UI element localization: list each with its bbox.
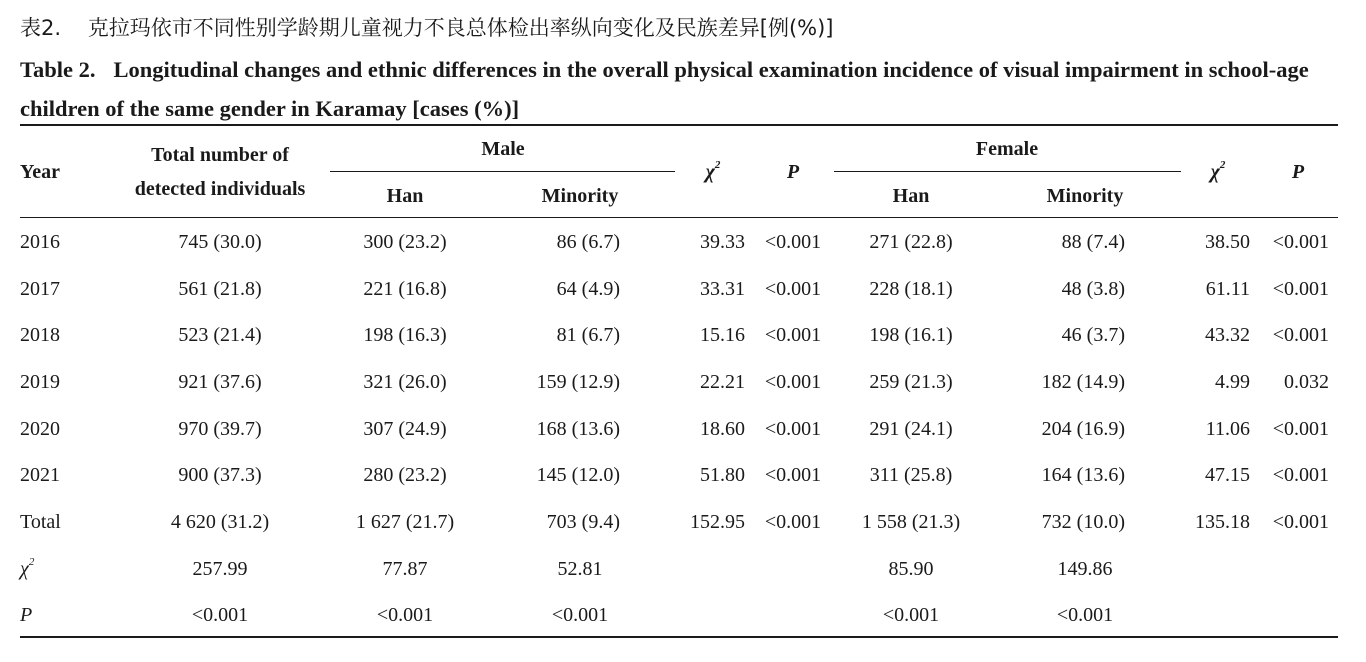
table-cell-female-han: 259 (21.3) <box>869 371 953 393</box>
table-cell-female-han: 198 (16.1) <box>869 324 953 346</box>
chi-row-total: 257.99 <box>192 558 248 580</box>
table-cell-male-chi: 22.21 <box>700 371 745 393</box>
table-cell-female-han: 311 (25.8) <box>869 464 953 486</box>
table-cell-male-minority: 86 (6.7) <box>556 231 620 253</box>
table-cell-female-han: 228 (18.1) <box>869 278 953 300</box>
table-cell-total: 745 (30.0) <box>178 231 262 253</box>
table-cell-female-han: 1 558 (21.3) <box>861 511 961 533</box>
chi-symbol: χ <box>705 161 715 183</box>
chi-symbol: χ <box>1210 161 1220 183</box>
table-cell-total: 523 (21.4) <box>178 324 262 346</box>
table-cell-female-han: 271 (22.8) <box>869 231 953 253</box>
p-row-female-minority: <0.001 <box>1056 604 1114 626</box>
table-row-year: Total <box>20 511 61 533</box>
table-cell-total: 900 (37.3) <box>178 464 262 486</box>
table-cell-total: 970 (39.7) <box>178 418 262 440</box>
table-cell-female-minority: 48 (3.8) <box>1061 278 1125 300</box>
table-cell-male-p: <0.001 <box>764 464 822 486</box>
caption-chinese-title: 克拉玛依市不同性别学龄期儿童视力不良总体检出率纵向变化及民族差异[例(%)] <box>87 16 834 40</box>
table-cell-male-han: 198 (16.3) <box>363 324 447 346</box>
table-row-year: 2019 <box>20 371 60 393</box>
p-row-male-han: <0.001 <box>376 604 434 626</box>
table-cell-female-p: <0.001 <box>1272 324 1329 346</box>
table-row-year: 2017 <box>20 278 60 300</box>
table-cell-female-minority: 204 (16.9) <box>1041 418 1125 440</box>
header-female-minority: Minority <box>1046 185 1124 207</box>
header-female-chi-square <box>1211 160 1226 184</box>
chi-superscript: 2 <box>714 159 721 172</box>
table-cell-female-p: 0.032 <box>1284 371 1329 393</box>
chi-row-male-minority: 52.81 <box>557 558 603 580</box>
table-cell-female-chi: 61.11 <box>1205 278 1250 300</box>
header-total-line1: Total number of <box>151 144 289 166</box>
header-total-line2: detected individuals <box>134 178 306 200</box>
table-cell-male-chi: 51.80 <box>700 464 745 486</box>
table-cell-male-han: 280 (23.2) <box>363 464 447 486</box>
row-label-chi-square <box>20 557 34 581</box>
table-row-year: 2020 <box>20 418 60 440</box>
table-cell-male-minority: 703 (9.4) <box>546 511 620 533</box>
table-cell-male-han: 221 (16.8) <box>363 278 447 300</box>
p-row-male-minority: <0.001 <box>551 604 609 626</box>
table-cell-female-han: 291 (24.1) <box>869 418 953 440</box>
table-cell-female-p: <0.001 <box>1272 511 1329 533</box>
table-bottom-rule <box>20 636 1338 638</box>
table-header-rule <box>20 217 1338 218</box>
table-cell-female-chi: 4.99 <box>1215 371 1250 393</box>
table-cell-female-chi: 43.32 <box>1205 324 1250 346</box>
table-cell-male-p: <0.001 <box>764 278 822 300</box>
table-cell-female-chi: 135.18 <box>1195 511 1250 533</box>
table-top-rule <box>20 124 1338 126</box>
table-cell-male-chi: 15.16 <box>700 324 745 346</box>
table-cell-male-p: <0.001 <box>764 324 822 346</box>
table-cell-female-chi: 11.06 <box>1205 418 1250 440</box>
table-cell-male-minority: 159 (12.9) <box>536 371 620 393</box>
table-cell-female-minority: 164 (13.6) <box>1041 464 1125 486</box>
table-cell-male-han: 1 627 (21.7) <box>355 511 455 533</box>
header-male-chi-square <box>706 160 721 184</box>
header-female-han: Han <box>892 185 930 207</box>
male-group-rule <box>330 171 675 172</box>
caption-chinese <box>20 12 833 42</box>
table-cell-total: 4 620 (31.2) <box>170 511 270 533</box>
table-cell-male-minority: 64 (4.9) <box>556 278 620 300</box>
chi-row-female-minority: 149.86 <box>1057 558 1113 580</box>
table-cell-male-chi: 39.33 <box>700 231 745 253</box>
p-row-female-han: <0.001 <box>882 604 940 626</box>
female-group-rule <box>834 171 1181 172</box>
header-male: Male <box>481 138 525 160</box>
table-cell-male-han: 300 (23.2) <box>363 231 447 253</box>
chi-row-male-han: 77.87 <box>382 558 428 580</box>
chi-superscript: 2 <box>28 556 35 569</box>
table-cell-female-minority: 46 (3.7) <box>1061 324 1125 346</box>
table-cell-male-minority: 145 (12.0) <box>536 464 620 486</box>
table-cell-male-han: 321 (26.0) <box>363 371 447 393</box>
table-cell-male-han: 307 (24.9) <box>363 418 447 440</box>
p-row-total: <0.001 <box>191 604 249 626</box>
table-cell-male-p: <0.001 <box>764 511 822 533</box>
table-cell-male-chi: 152.95 <box>690 511 745 533</box>
table-cell-total: 561 (21.8) <box>178 278 262 300</box>
table-cell-male-p: <0.001 <box>764 371 822 393</box>
chi-symbol: χ <box>20 558 29 580</box>
header-female-p: P <box>1291 161 1305 183</box>
header-male-p: P <box>786 161 800 183</box>
table-cell-male-chi: 18.60 <box>700 418 745 440</box>
table-cell-male-minority: 81 (6.7) <box>556 324 620 346</box>
chi-row-female-han: 85.90 <box>888 558 934 580</box>
header-year: Year <box>20 161 60 183</box>
table-cell-male-p: <0.001 <box>764 231 822 253</box>
table-cell-female-chi: 38.50 <box>1205 231 1250 253</box>
row-label-p: P <box>20 604 33 626</box>
table-row-year: 2016 <box>20 231 60 253</box>
table-cell-male-p: <0.001 <box>764 418 822 440</box>
caption-english <box>20 50 1350 128</box>
table-cell-female-chi: 47.15 <box>1205 464 1250 486</box>
table-row-year: 2021 <box>20 464 60 486</box>
header-male-han: Han <box>386 185 424 207</box>
chi-superscript: 2 <box>1219 159 1226 172</box>
header-male-minority: Minority <box>541 185 619 207</box>
table-cell-total: 921 (37.6) <box>178 371 262 393</box>
table-cell-female-p: <0.001 <box>1272 278 1329 300</box>
table-cell-female-p: <0.001 <box>1272 418 1329 440</box>
caption-english-label: Table 2. <box>20 57 96 82</box>
table-cell-female-minority: 88 (7.4) <box>1061 231 1125 253</box>
table-row-year: 2018 <box>20 324 60 346</box>
header-female: Female <box>975 138 1039 160</box>
caption-chinese-label: 表2. <box>20 16 62 40</box>
caption-english-title: Longitudinal changes and ethnic differences in the overall physical examination incidence of visual impairment in school-age children of the same gender in Karamay [cases (%)] <box>20 57 1309 121</box>
table-cell-female-minority: 182 (14.9) <box>1041 371 1125 393</box>
table-cell-female-p: <0.001 <box>1272 464 1329 486</box>
table-cell-female-minority: 732 (10.0) <box>1041 511 1125 533</box>
table-cell-male-chi: 33.31 <box>700 278 745 300</box>
table-cell-female-p: <0.001 <box>1272 231 1329 253</box>
table-cell-male-minority: 168 (13.6) <box>536 418 620 440</box>
